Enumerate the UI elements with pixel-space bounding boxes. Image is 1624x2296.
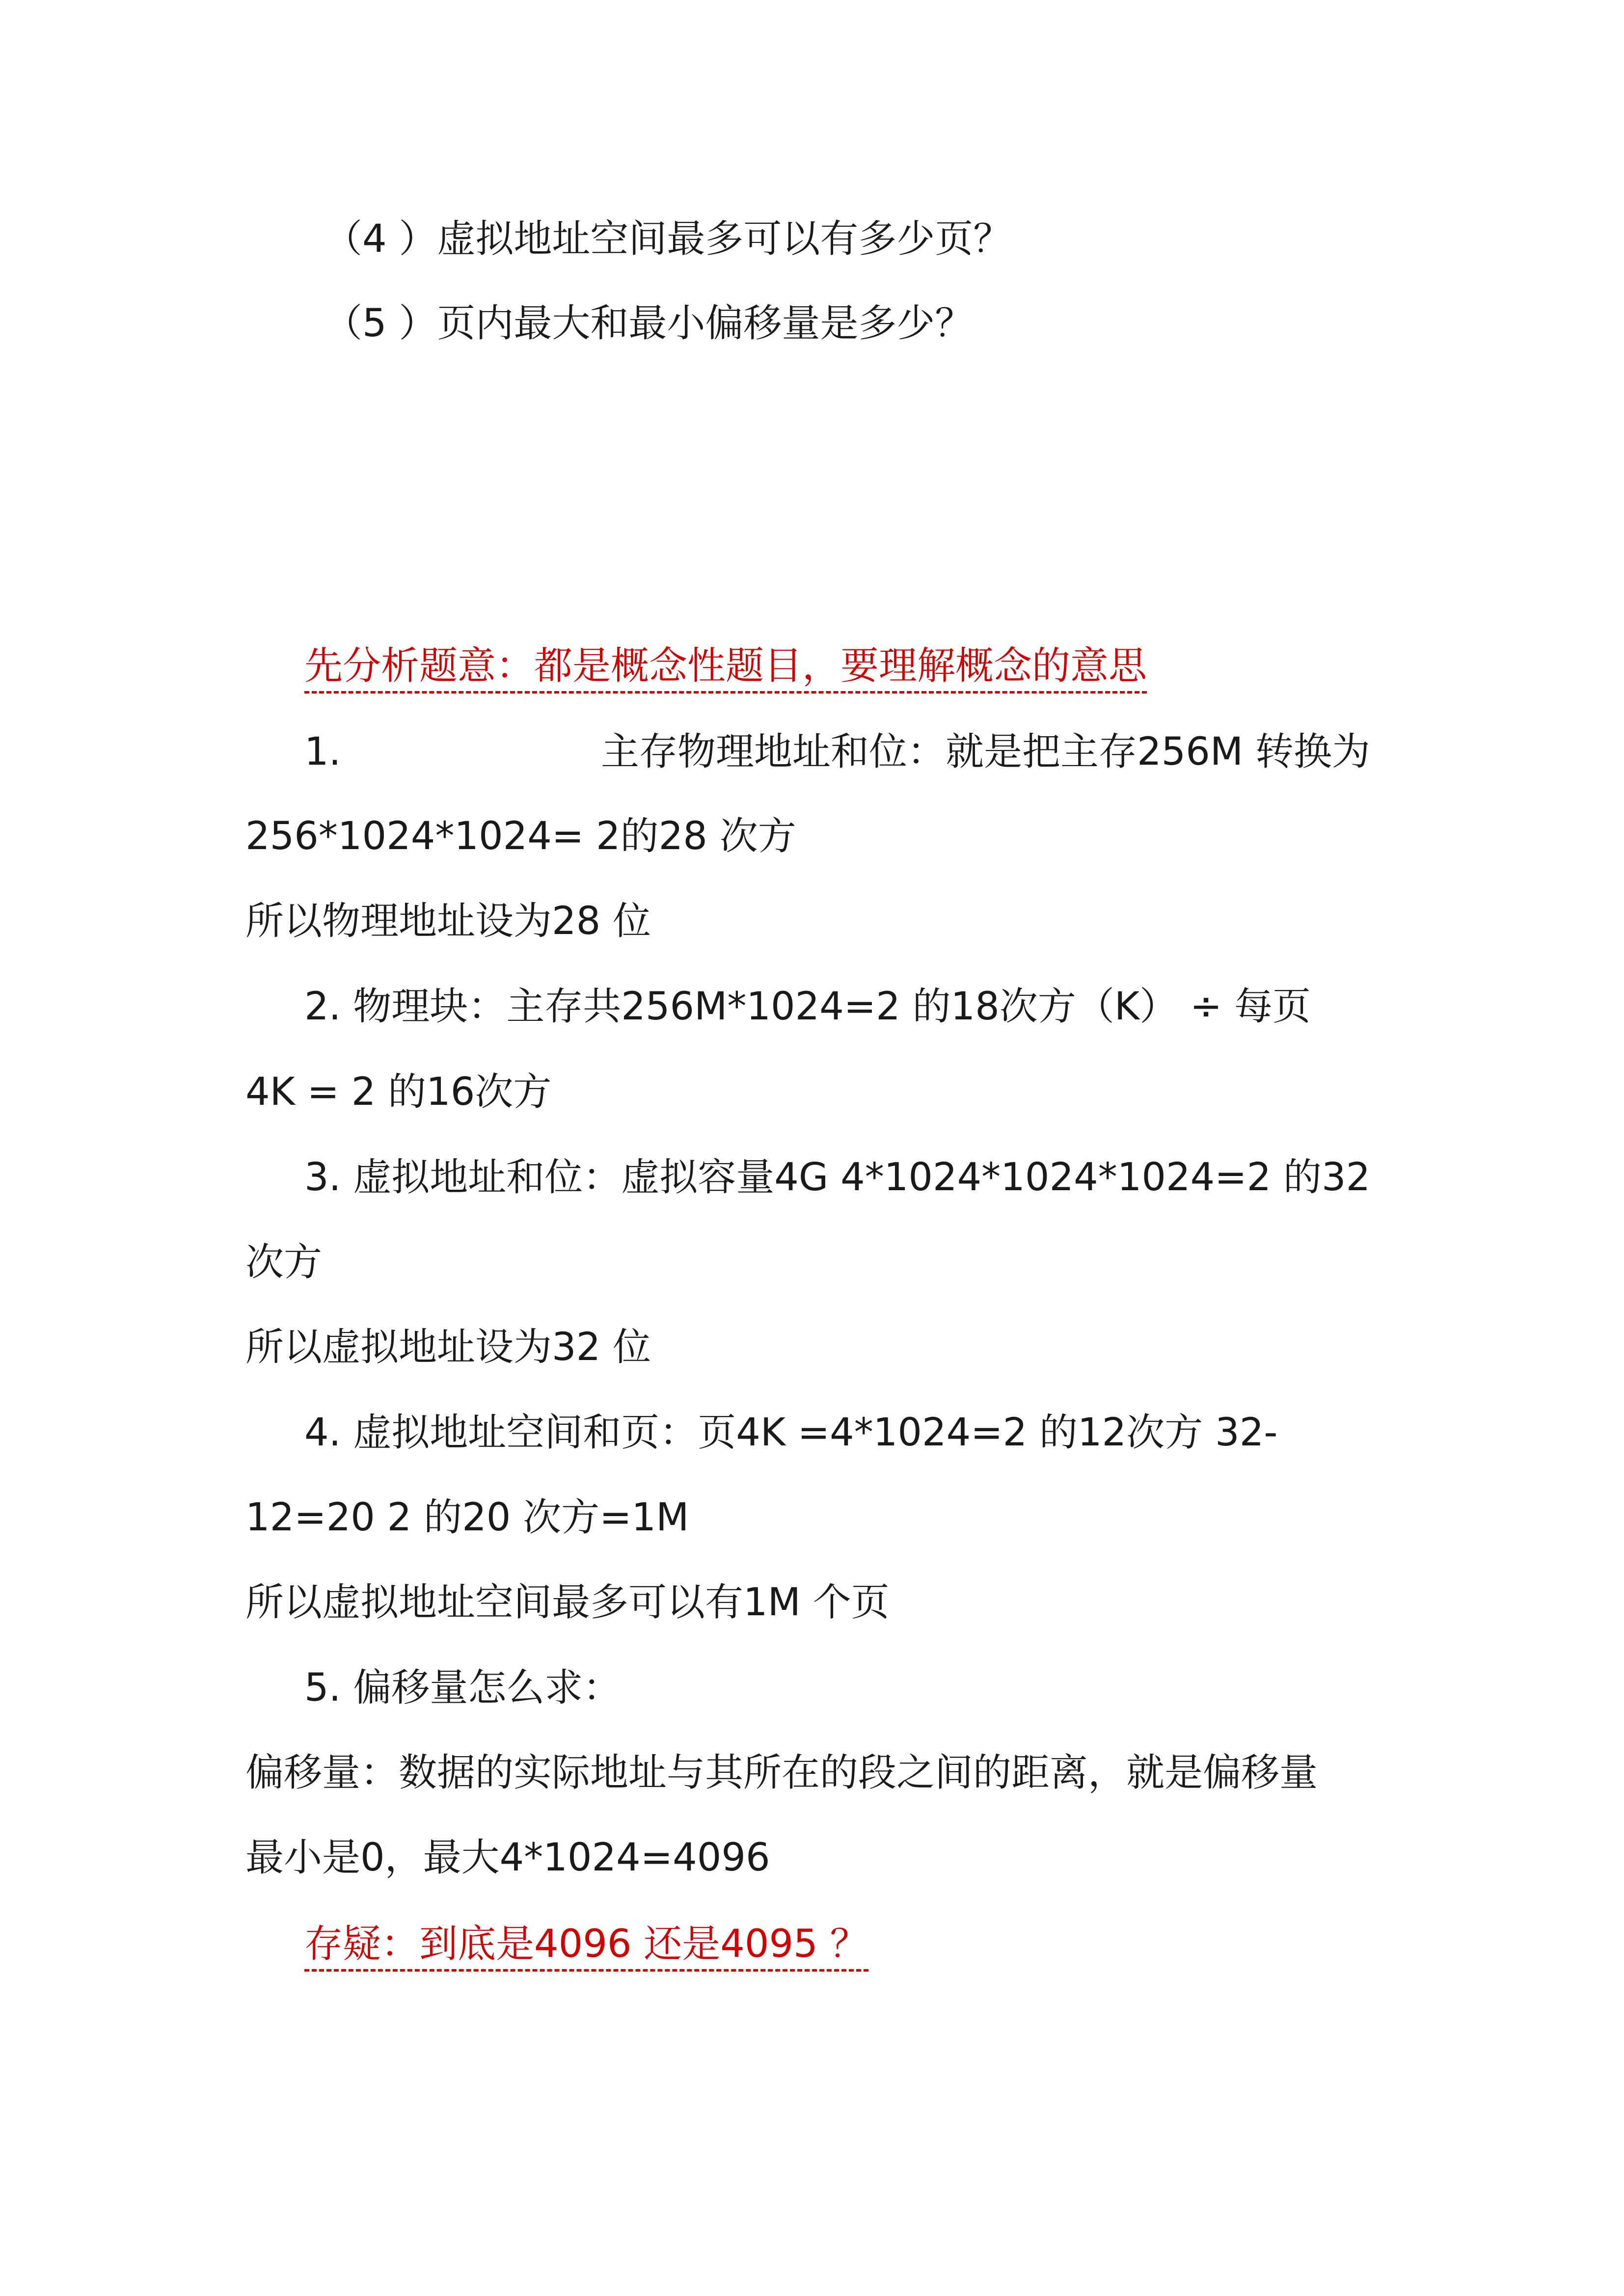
item3-line2: 次方 <box>245 1240 323 1284</box>
doubt-note <box>304 1922 868 1966</box>
item2-line2: 4K = 2 的16次方 <box>245 1070 552 1114</box>
question-5: （5 ）页内最大和最小偏移量是多少？ <box>324 301 974 346</box>
item4-line3: 所以虚拟地址空间最多可以有1M 个页 <box>245 1580 890 1625</box>
item3-line3: 所以虚拟地址设为32 位 <box>245 1325 651 1369</box>
item4-line2: 12=20 2 的20 次方=1M <box>245 1495 689 1540</box>
item1-line3: 所以物理地址设为28 位 <box>245 899 651 943</box>
item2-line1: 2. 物理块：主存共256M*1024=2 的18次方（K） ÷ 每页 <box>304 985 1311 1029</box>
item4-line1: 4. 虚拟地址空间和页：页4K =4*1024=2 的12次方 32- <box>304 1411 1278 1455</box>
item1-line2: 256*1024*1024= 2的28 次方 <box>245 814 796 858</box>
doubt-note-text: 存疑：到底是4096 还是4095 ？ <box>304 1922 868 1972</box>
item1-number: 1. <box>304 730 341 774</box>
item3-line1: 3. 虚拟地址和位：虚拟容量4G 4*1024*1024*1024=2 的32 <box>304 1155 1371 1200</box>
question-4: （4 ）虚拟地址空间最多可以有多少页？ <box>324 217 1012 261</box>
item5-line1: 5. 偏移量怎么求： <box>304 1666 622 1710</box>
analysis-heading-text: 先分析题意：都是概念性题目，要理解概念的意思 <box>304 644 1147 694</box>
analysis-heading <box>304 644 1147 688</box>
item1-text: 主存物理地址和位：就是把主存256M 转换为 <box>601 730 1370 774</box>
item1-line1 <box>304 730 1370 774</box>
item5-line3: 最小是0，最大4*1024=4096 <box>245 1836 770 1880</box>
item5-line2: 偏移量：数据的实际地址与其所在的段之间的距离，就是偏移量 <box>245 1751 1318 1795</box>
